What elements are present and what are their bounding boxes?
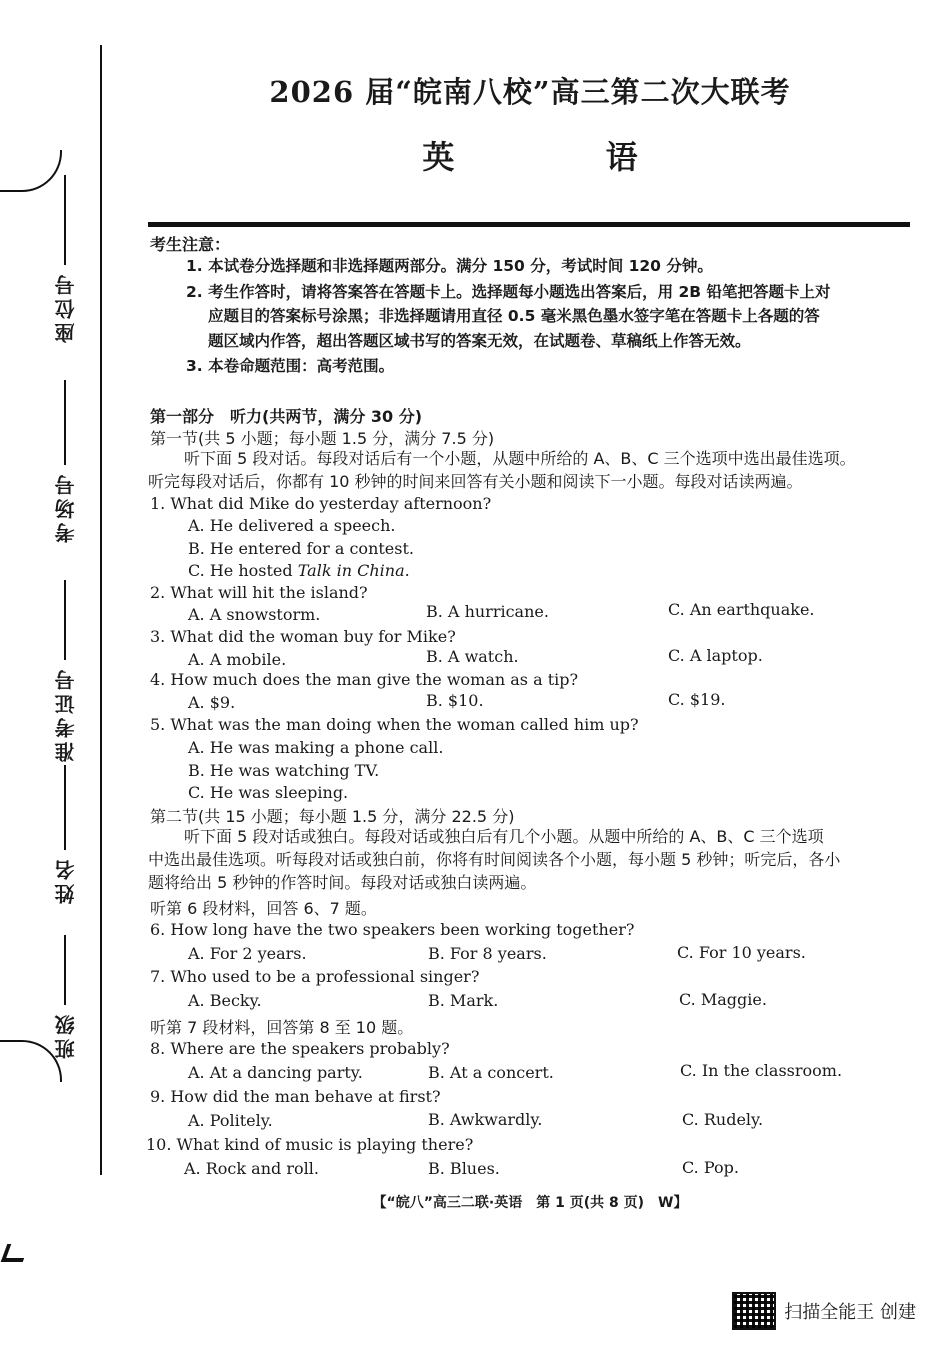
q4-option-c: C. $19. — [668, 690, 726, 709]
material-6-heading: 听第 6 段材料，回答 6、7 题。 — [150, 899, 377, 918]
q3-option-a: A. A mobile. — [188, 650, 287, 669]
notice-item-2-cont-1: 应题目的答案标号涂黑；非选择题请用直径 0.5 毫米黑色墨水签字笔在答题卡上各题的答 — [208, 307, 820, 325]
admission-number-field — [40, 580, 90, 762]
q1-option-c — [188, 561, 410, 580]
admission-number-line — [64, 580, 66, 660]
question-5: 5. What was the man doing when the woman called him up? — [150, 715, 639, 734]
section1-heading: 第一节(共 5 小题；每小题 1.5 分，满分 7.5 分) — [150, 429, 495, 448]
class-line — [64, 935, 66, 1005]
header-rule — [148, 222, 910, 227]
admission-number-label: 准考证号 — [53, 666, 78, 762]
section2-heading: 第二节(共 15 小题；每小题 1.5 分，满分 22.5 分) — [150, 807, 515, 826]
notice-item-2: 2. 考生作答时，请将答案答在答题卡上。选择题每小题选出答案后，用 2B 铅笔把答题卡上对 — [186, 283, 831, 301]
notice-item-1: 1. 本试卷分选择题和非选择题两部分。满分 150 分，考试时间 120 分钟。 — [186, 257, 713, 275]
notice-heading: 考生注意： — [150, 235, 231, 254]
question-4: 4. How much does the man give the woman as a tip? — [150, 670, 579, 689]
question-8: 8. Where are the speakers probably? — [150, 1039, 450, 1058]
q5-option-c: C. He was sleeping. — [188, 783, 349, 802]
section2-instruction-2: 中选出最佳选项。听每段对话或独白前，你将有时间阅读各个小题，每小题 5 秒钟；听完后，各小 — [148, 850, 841, 869]
q2-option-c: C. An earthquake. — [668, 600, 815, 619]
q1-option-c-end: . — [404, 561, 410, 580]
question-3: 3. What did the woman buy for Mike? — [150, 627, 456, 646]
q1-option-b: B. He entered for a contest. — [188, 539, 414, 558]
binding-line — [100, 45, 102, 1175]
q10-option-c: C. Pop. — [682, 1158, 739, 1177]
name-line — [64, 765, 66, 850]
q8-option-c: C. In the classroom. — [680, 1061, 843, 1080]
q1-option-c-title: Talk in China — [297, 561, 405, 580]
class-field — [40, 935, 90, 1059]
q4-option-a: A. $9. — [188, 693, 236, 712]
q9-option-b: B. Awkwardly. — [428, 1110, 543, 1129]
q9-option-c: C. Rudely. — [682, 1110, 764, 1129]
q5-option-a: A. He was making a phone call. — [188, 738, 444, 757]
notice-item-3: 3. 本卷命题范围：高考范围。 — [186, 357, 395, 375]
class-label: 班级 — [53, 1011, 78, 1059]
q9-option-a: A. Politely. — [188, 1111, 273, 1130]
q7-option-b: B. Mark. — [428, 991, 499, 1010]
seat-number-line — [64, 175, 66, 265]
question-10: 10. What kind of music is playing there? — [146, 1135, 474, 1154]
question-1: 1. What did Mike do yesterday afternoon? — [150, 494, 492, 513]
q8-option-b: B. At a concert. — [428, 1063, 554, 1082]
question-2: 2. What will hit the island? — [150, 583, 368, 602]
section1-instruction-2: 听完每段对话后，你都有 10 秒钟的时间来回答有关小题和阅读下一小题。每段对话读两遍。 — [148, 472, 803, 491]
q1-option-c-text: C. He hosted — [188, 561, 298, 580]
q1-option-a: A. He delivered a speech. — [188, 516, 396, 535]
question-6: 6. How long have the two speakers been working together? — [150, 920, 635, 939]
q6-option-c: C. For 10 years. — [677, 943, 806, 962]
seat-number-field — [40, 175, 90, 343]
scanner-watermark — [732, 1292, 916, 1330]
q6-option-b: B. For 8 years. — [428, 944, 547, 963]
subject-title: 英 语 — [422, 138, 708, 176]
q5-option-b: B. He was watching TV. — [188, 761, 380, 780]
q2-option-b: B. A hurricane. — [426, 602, 549, 621]
q10-option-b: B. Blues. — [428, 1159, 500, 1178]
q8-option-a: A. At a dancing party. — [188, 1063, 363, 1082]
page-footer: 【“皖八”高三二联·英语 第 1 页(共 8 页) W】 — [372, 1195, 688, 1211]
q7-option-a: A. Becky. — [188, 991, 262, 1010]
q4-option-b: B. $10. — [426, 691, 484, 710]
exam-room-field — [40, 380, 90, 543]
q3-option-b: B. A watch. — [426, 647, 519, 666]
notice-item-2-cont-2: 题区域内作答，超出答题区域书写的答案无效，在试题卷、草稿纸上作答无效。 — [208, 332, 751, 350]
question-9: 9. How did the man behave at first? — [150, 1087, 441, 1106]
name-label: 姓名 — [53, 856, 78, 904]
q10-option-a: A. Rock and roll. — [184, 1159, 319, 1178]
q7-option-c: C. Maggie. — [679, 990, 767, 1009]
material-7-heading: 听第 7 段材料，回答第 8 至 10 题。 — [150, 1018, 414, 1037]
seat-number-label: 座位号 — [53, 271, 78, 343]
exam-room-line — [64, 380, 66, 465]
q6-option-a: A. For 2 years. — [188, 944, 307, 963]
qr-code-icon — [732, 1292, 776, 1330]
exam-room-label: 考场号 — [53, 471, 78, 543]
q2-option-a: A. A snowstorm. — [188, 605, 321, 624]
q3-option-c: C. A laptop. — [668, 646, 763, 665]
section2-instruction-1: 听下面 5 段对话或独白。每段对话或独白后有几个小题。从题中所给的 A、B、C 三个选项 — [184, 827, 824, 846]
exam-title: 2026 届“皖南八校”高三第二次大联考 — [269, 75, 791, 109]
name-field — [40, 765, 90, 904]
question-7: 7. Who used to be a professional singer? — [150, 967, 480, 986]
watermark-text: 扫描全能王 创建 — [784, 1302, 916, 1323]
section1-instruction-1: 听下面 5 段对话。每段对话后有一个小题，从题中所给的 A、B、C 三个选项中选出最佳选项。 — [184, 449, 856, 468]
corner-mark — [1, 1244, 30, 1262]
section2-instruction-3: 题将给出 5 秒钟的作答时间。每段对话或独白读两遍。 — [148, 873, 537, 892]
part1-heading: 第一部分 听力(共两节，满分 30 分) — [150, 407, 423, 426]
